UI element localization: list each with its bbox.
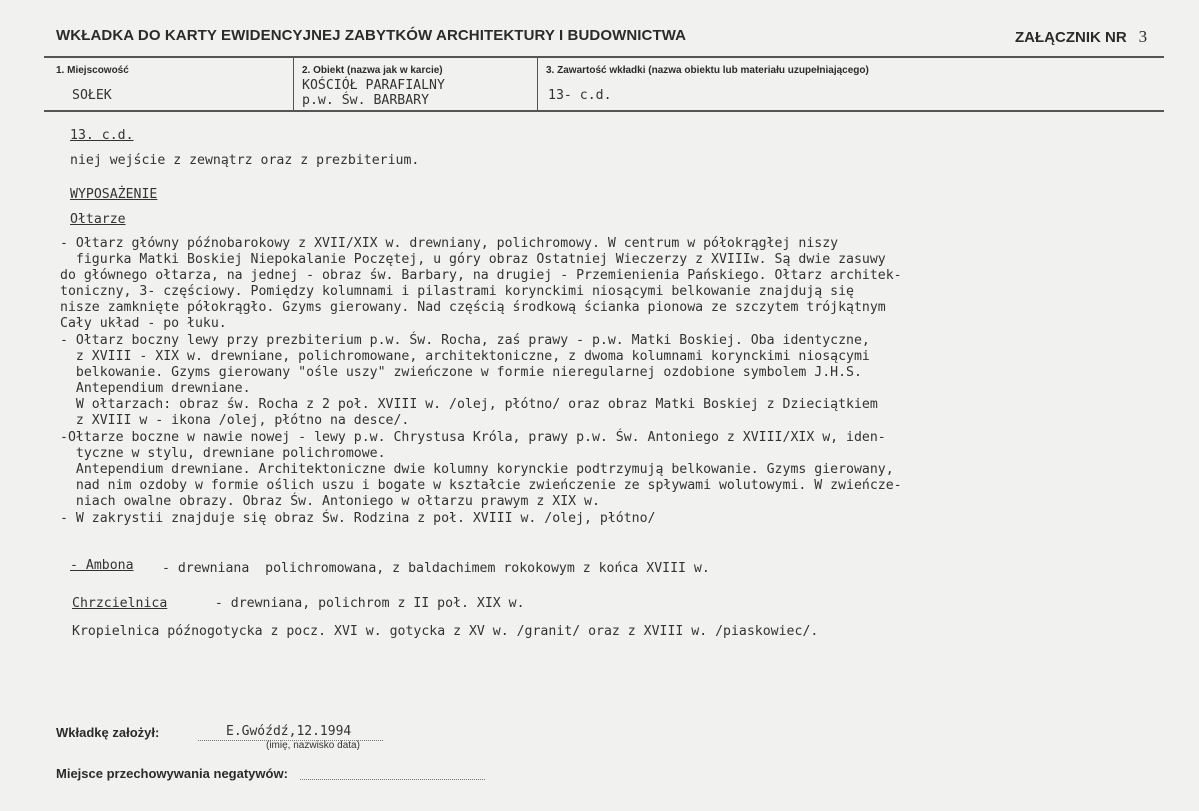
header-top-rule	[44, 56, 1164, 58]
text-line: toniczny, 3- częściowy. Pomiędzy kolumnami i pilastrami korynckimi niosącymi belkowanie znajdują się	[60, 284, 854, 299]
field-locality-label: 1. Miejscowość	[56, 65, 129, 76]
text-line: nad nim ozdoby w formie oślich uszu i bogate w kształcie zwieńczenie ze spływami wolutowymi. W zwieńcze-	[60, 478, 902, 493]
text-line: belkowanie. Gzyms gierowany "ośle uszy" zwieńczone w formie nieregularnej ozdobione symbolem J.H.S.	[60, 365, 862, 380]
annex-label-text: ZAŁĄCZNIK NR	[1015, 29, 1127, 46]
field-content-value: 13- c.d.	[548, 88, 612, 103]
text-line: - Ołtarz boczny lewy przy prezbiterium p.w. Św. Rocha, zaś prawy - p.w. Matki Boskiej. Oba identyczne,	[60, 333, 870, 348]
section-heading: 13. c.d.	[70, 128, 134, 143]
text-line: nisze zamknięte półokrągło. Gzyms gierowany. Nad częścią środkową ścianka pionowa ze szczytem trójkątnym	[60, 300, 886, 315]
field-object-value-2: p.w. Św. BARBARY	[302, 93, 430, 108]
text-line: Antependium drewniane. Architektoniczne dwie kolumny korynckie podtrzymują belkowanie. Gzyms gierowany,	[60, 462, 894, 477]
text-line: tyczne w stylu, drewniane polichromowe.	[60, 446, 386, 461]
text-line: niach owalne obrazy. Obraz Św. Antoniego w ołtarzu prawym z XIX w.	[60, 494, 600, 509]
field-divider-1	[293, 57, 294, 111]
text-line: z XVIII w - ikona /olej, płótno na desce/.	[60, 413, 410, 428]
negatives-label: Miejsce przechowywania negatywów:	[56, 766, 288, 781]
text-line: W ołtarzach: obraz św. Rocha z 2 poł. XVIII w. /olej, płótno/ oraz obraz Matki Boskiej z Dzieciątkiem	[60, 397, 878, 412]
annex-number: 3	[1138, 27, 1148, 46]
author-label: Wkładkę założył:	[56, 725, 160, 740]
text-line: - drewniana, polichrom z II poł. XIX w.	[199, 596, 525, 611]
text-line: - drewniana polichromowana, z baldachimem rokokowym z końca XVIII w.	[154, 561, 710, 576]
subheading-altars: Ołtarze	[70, 212, 126, 227]
header-bottom-rule	[44, 110, 1164, 112]
text-line: z XVIII - XIX w. drewniane, polichromowane, architektoniczne, z dwoma kolumnami korynckimi niosącymi	[60, 349, 870, 364]
text-line: Kropielnica późnogotycka z pocz. XVI w. gotycka z XV w. /granit/ oraz z XVIII w. /piaskowiec/.	[72, 624, 819, 639]
text-line: niej wejście z zewnątrz oraz z prezbiterium.	[70, 153, 420, 168]
field-object-label: 2. Obiekt (nazwa jak w karcie)	[302, 65, 443, 76]
text-line: Antependium drewniane.	[60, 381, 251, 396]
text-line: do głównego ołtarza, na jednej - obraz św. Barbary, na drugiej - Przemienienia Pańskiego. Ołtarz architek-	[60, 268, 902, 283]
field-locality-value: SOŁEK	[72, 88, 112, 103]
text-line: - Ołtarz główny późnobarokowy z XVII/XIX w. drewniany, polichromowy. W centrum w półokrągłej niszy	[60, 236, 839, 251]
subheading-equipment: WYPOSAŻENIE	[70, 187, 158, 202]
subheading-pulpit: - Ambona	[70, 558, 134, 573]
form-title: WKŁADKA DO KARTY EWIDENCYJNEJ ZABYTKÓW ARCHITEKTURY I BUDOWNICTWA	[56, 27, 687, 44]
negatives-dotted-line	[300, 779, 485, 780]
author-value: E.Gwóźdź,12.1994	[226, 724, 352, 739]
author-sub-caption: (imię, nazwisko data)	[266, 740, 360, 751]
field-object-value-1: KOŚCIÓŁ PARAFIALNY	[302, 78, 445, 93]
subheading-font: Chrzcielnica	[72, 596, 168, 611]
text-line: Cały układ - po łuku.	[60, 316, 227, 331]
text-line: -Ołtarze boczne w nawie nowej - lewy p.w. Chrystusa Króla, prawy p.w. Św. Antoniego z XVIII/XIX w, iden-	[60, 430, 886, 445]
text-line: figurka Matki Boskiej Niepokalanie Poczętej, u góry obraz Ostatniej Wieczerzy z XVIIIw. Są dwie zasuwy	[60, 252, 886, 267]
field-content-label: 3. Zawartość wkładki (nazwa obiektu lub materiału uzupełniającego)	[546, 65, 869, 76]
text-line: - W zakrystii znajduje się obraz Św. Rodzina z poł. XVIII w. /olej, płótno/	[60, 511, 656, 526]
field-divider-2	[537, 57, 538, 111]
annex-label	[1015, 27, 1147, 47]
